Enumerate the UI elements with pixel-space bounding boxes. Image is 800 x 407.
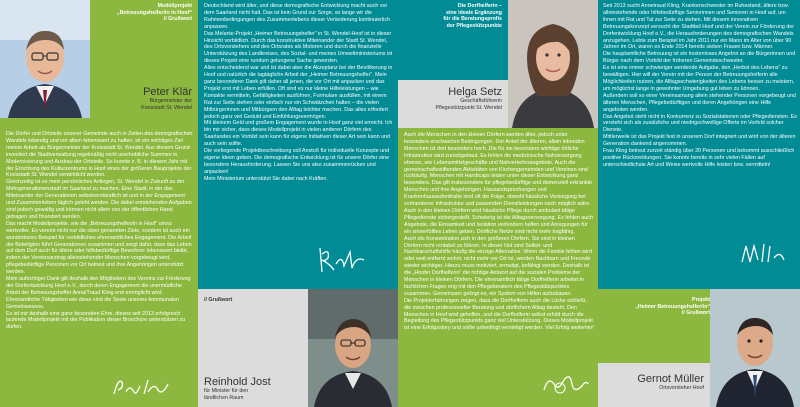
- section-label: // Grußwort: [204, 297, 233, 303]
- person-block: [204, 376, 284, 401]
- signature-gernot-mueller: [738, 240, 790, 271]
- body-text: Auch die Menschen in den kleinen Dörfern werden älter, jedoch unter besonders erschwerten Bedingungen. Der Anteil der älteren, allein lebenden Menschen ist dort besonders hoch. Die für sie besonders wichtige örtliche Infrastruktur wird zurückgebaut. Es fehlen die medizinische Nahversorgung ebenso, wie Lebensmittelgeschäfte und Nahverkehrsangebote. Auch die gemeinschaftsstiftenden Aktivitäten von Kirchengemeinden und Vereinen sind rückläufig. Menschen mit Handicaps leiden unter dieser Entwicklung ganz besonders. Das gilt insbesondere für pflegebedürftige und demenziell erkrankte Menschen und ihre Angehörigen. Hausarztsprechungen und Krankenhausaufenthalte sind oft die Folge, obwohl häusliche Versorgung bei vorhandener Infrastruktur und passenden Dienstleistungen noch möglich wäre. Auch in den kleinen Dörfern wird häusliche Pflege durch ambulant tätige Pflegedienste sichergestellt. Schwierig ist die Alltagsversorgung. Es fehlen auch Angebote, die Einsamkeit und Isolation verhindern helfen und Anregungen für ein sinnerfülltes Leben geben. Dörfliche Netze sind nicht mehr tragfähig. Auch die Konzentration sich in den größeren Dörfern. Sie sind in kleinen Dörfern nicht rentabel zu führen. In dieser Not sind Selbst- und Nachbarschaftshilfe häufig die einzige Alternative. Wenn die Familie fehlen wird oder weit entfernt wohnt, nicht mehr vor Ort ist, werden Nachbarn und Freunde wieder wichtiger. Hierzu muss motiviert, ermutigt, befähigt werden. Deshalb ist die „Hoofer Dorfhelferin“ die richtige Antwort auf die sozialen Probleme der Menschen in kleinen Dörfern. Die ehrenamtlich tätige Dorfhelferin arbeitet in fachlichen Fragen eng mit den Pflegeberatern des Pflegestützpunktes zusammen. Gemeinsam gelingt es, ein System von Hilfen aufzubauen. Die Projekterfahrungen zeigen, dass die Dorfhelferin auch die Lücke schließt, die zwischen professioneller Beratung und dörflichem Alltag besteht. Den Menschen in Hoof wird geholfen, und die Dorfhelferin selbst erhält durch die Begleitung des Pflegestützpunkts ganz viel Unterstützung. Dieses Modellprojekt ist eine Erfolgsstory und sollte unbedingt verstetigt werden. Viel Erfolg weiterhin!: [404, 132, 594, 332]
- column-mueller: [598, 289, 800, 407]
- body-text: Seit 2013 sucht Annetraud Kling, Krankenschwester im Ruhestand, ältere bzw. alleinstehende oder hilfebedürftige Seniorinnen und Senioren in Hoof auf, um ihnen mit Rat und Tat zur Seite zu stehen. Mit diesem innovativen Betreuungskonzept versucht der Stadtteil Hoof und der Verein zur Förderung der Dorfentwicklung Hoof e.V., die Herausforderungen des demografischen Wandels anzugehen. Lebte zum Beispiel im Jahr 2011 nur ein Mann im Alter von über 90 Jahren im Ort, waren es Ende 2014 bereits sieben Frauen bzw. Männer. Die hauptamtliche Betreuung ist ein kostenloses Angebot an die Bürgerinnen und Bürger nach dem Vorbild der früheren Gemeindeschwester. Es ist eine immer schwieriger werdende Aufgabe, den „Herbst des Lebens“ zu bewältigen. Hier will der Verein mit der Person der Betreuungshelferin alle Möglichkeiten nutzen, die Alltagsschwierigkeiten des Lebens besser zu meistern, um möglichst lange in gewohnter Umgebung gut leben zu können. Außerdem soll so einer Vereinsamung allein stehender Personen vorgebeugt und älteren Menschen, Pflegebedürftigen und deren Angehörigen eine Hilfe angeboten werden. Das Angebot steht nicht in Konkurrenz zu Sozialstationen oder Pflegediensten. Es versteht sich als zusätzliche und niedrigschwellige Offerte im Vorfeld solcher Dienste. Mittlerweile ist das Projekt fest in unserem Dorf integriert und wird von der älteren Generation dankend angenommen. Frau Kling betreut zurzeit ständig über 20 Personen und bekommt ausschließlich positive Rückmeldungen. Sie konnte bereits in sehr vielen Fällen auf unterschiedlichste Art und Weise wertvolle Hilfe leisten bzw. vermitteln!: [603, 3, 797, 168]
- section-label: Projekt „Heimer Betreuungshelfer/in“ // Grußwort: [635, 297, 710, 316]
- body-text: Die Dörfer und Ortsteile unserer Gemeinde auch in Zeiten des demografischen Wandels lebendig und vor allem lebenswert zu halten, ist ein wichtiges Ziel meiner Arbeit als Bürgermeister der Kreisstadt St. Wendel. Aus diesem Grund investiert die Stadtverwaltung regelmäßig nicht unerhebliche Summen in Modernisierung und Ausbau der Ortsteile. So konnte z. B. in diesem Jahr mit der Errichtung des Kulturzentrums in Hoof eines der größeren Bauprojekte der Kreisstadt St. Wendel verwirklicht werden. Gleichzeitig ist es mein persönliches Anliegen, St. Wendel in Zukunft zu der Mehrgenerationenstadt im Saarland zu machen. Eine Stadt, in der das Miteinander der Generationen selbstverständlich ist und in der Engagement und Zusammenleben täglich gelebt werden. Die dabei entstehenden Aufgaben sind jedoch gewaltig und können nicht allein von der öffentlichen Hand getragen und finanziert werden. Das macht Modellprojekte, wie die „Betreuungshelfer/in in Hoof“ umso wertvoller. Es vereint nicht nur die oben genannten Ziele, sondern ist auch ein wunderbares Beispiel für vorbildliches ehrenamtliches Engagement. Die Arbeit der Beteiligten führt Generationen zusammen und sorgt dafür, dass das Leben auf dem Dorf auch für ältere oder hilfsbedürftige Bewohner lebenswert bleibt, indem der Vereinsarztrag alleinstehender Menschen vorgebeugt wird, pflegebedürftige Personen vor Ort betreut und ihre Angehörigen unterstützt werden. Mein aufrichtiger Dank gilt deshalb den Mitgliedern des Vereins zur Förderung der Dorfentwicklung Hoof e.V., durch deren Engagement die unermüdliche Arbeit der Betreuungshelfer Anna/Traud Kling erst ermöglicht wird. Ehrenamtliche Tätigkeiten wie diese sind die Seele unseres kommunalen Gemeinwesens. Es ist mir deshalb eine ganz besondere Ehre, dieses seit 2013 erfolgreich laufende Modellprojekt mit der Publikation dieser Broschüre unterstützen zu dürfen.: [6, 131, 193, 331]
- column-setz-text: [398, 128, 598, 407]
- person-name: Peter Klär: [143, 86, 192, 98]
- portrait-gernot-mueller: [710, 289, 800, 407]
- mueller-name-panel: [598, 363, 710, 407]
- body-text: Deutschland wird älter, und diese demografische Entwicklung macht auch vor dem Saarland nicht halt. Das ist kein Grund zur Sorge, so lange wir die Rahmenbedingungen des Zusammenlebens dieser Veränderung kontinuierlich anpassen. Das Melanie-Projekt „Heimer Betreuungshelfer“ in St. Wendel-Hoof ist in dieser Hinsicht vorbildlich. Durch das konstruktive Miteinander der Stadt St. Wendel, des Ortsvorstehers und des Ortsrates als Motoren und durch die finanzielle Unterstützung des Landkreises, des Sozial- und meines Umweltministeriums ist dieses Projekt eine rundum gelungene Sache geworden. Alles entscheidend war und ist dabei aber die Akzeptanz bei der Bevölkerung in Hoof und natürlich die tagtägliche Arbeit der „Heimer Betreuungshelfer“. Mein ganz besonderer Dank gilt daher all jenen, die vor Ort mit anpacken und das Projekt erst mit Leben erfüllen. Oft sind es nur kleine Hilfeleistungen – wie Kontakte vermitteln, Gefälligkeiten ausführen, Formulare ausfüllen, mit einem Rat zur Seite stehen oder einfach nur ein Schwätzchen halten – die vielen Mitbürgerinnen und Mitbürgern den Alltag leichter machen. Das alles erfordert jedoch ganz viel Geduld und Einfühlungsvermögen. Mit kleinem Geld und großem Engagement wurde in Hoof ganz viel erreicht. Ich bin mir sicher, dass dieses Modellprojekt in vielen anderen Dörfern des Saarlandes ein Vorbild sein kann für eigene Initiativen dieser Art sein kann und auch sein sollte. Die vorliegende Projektbeschreibung soll Anstoß für individuelle Konzepte und eigene Ideen geben. Die demografische Entwicklung ist für unsere Dörfer eine besondere Herausforderung. Lassen Sie uns also zusammenrücken und anpacken! Mein Ministerium unterstützt Sie dabei nach Kräften.: [204, 3, 393, 182]
- person-role: Ortsvorsteher Hoof: [659, 385, 704, 391]
- person-block: [598, 373, 704, 392]
- signature-reinhold-jost: [316, 244, 368, 279]
- section-label: Modellprojekt „Betreuungshelfer/in in Hoof“ // Grußwort: [116, 3, 192, 22]
- column-klaer: [0, 0, 198, 407]
- person-block: [92, 86, 192, 111]
- person-block: [398, 86, 502, 111]
- portrait-reinhold-jost: [308, 289, 398, 407]
- signature-peter-klaer: [112, 374, 172, 405]
- portrait-helga-setz: [508, 0, 598, 128]
- jost-panel: [198, 289, 398, 407]
- person-name: Helga Setz: [448, 86, 502, 98]
- portrait-peter-klaer: [0, 0, 90, 118]
- signature-helga-setz: [540, 370, 590, 403]
- setz-name-panel: [398, 80, 508, 128]
- person-role: Bürgermeister der Kreisstadt St. Wendel: [141, 98, 192, 111]
- person-name: Gernot Müller: [637, 373, 704, 385]
- person-name: Reinhold Jost: [204, 376, 271, 388]
- person-role: Geschäftsführerin Pflegestützpunkt St. Wendel: [435, 98, 502, 111]
- person-role: für Minister für den ländlichen Raum: [204, 388, 249, 401]
- section-label: Die Dorfhelferin – eine ideale Ergänzung für die Beratungsprofis der Pflegestützpunkte: [443, 3, 502, 29]
- column-mueller-text: [598, 0, 800, 289]
